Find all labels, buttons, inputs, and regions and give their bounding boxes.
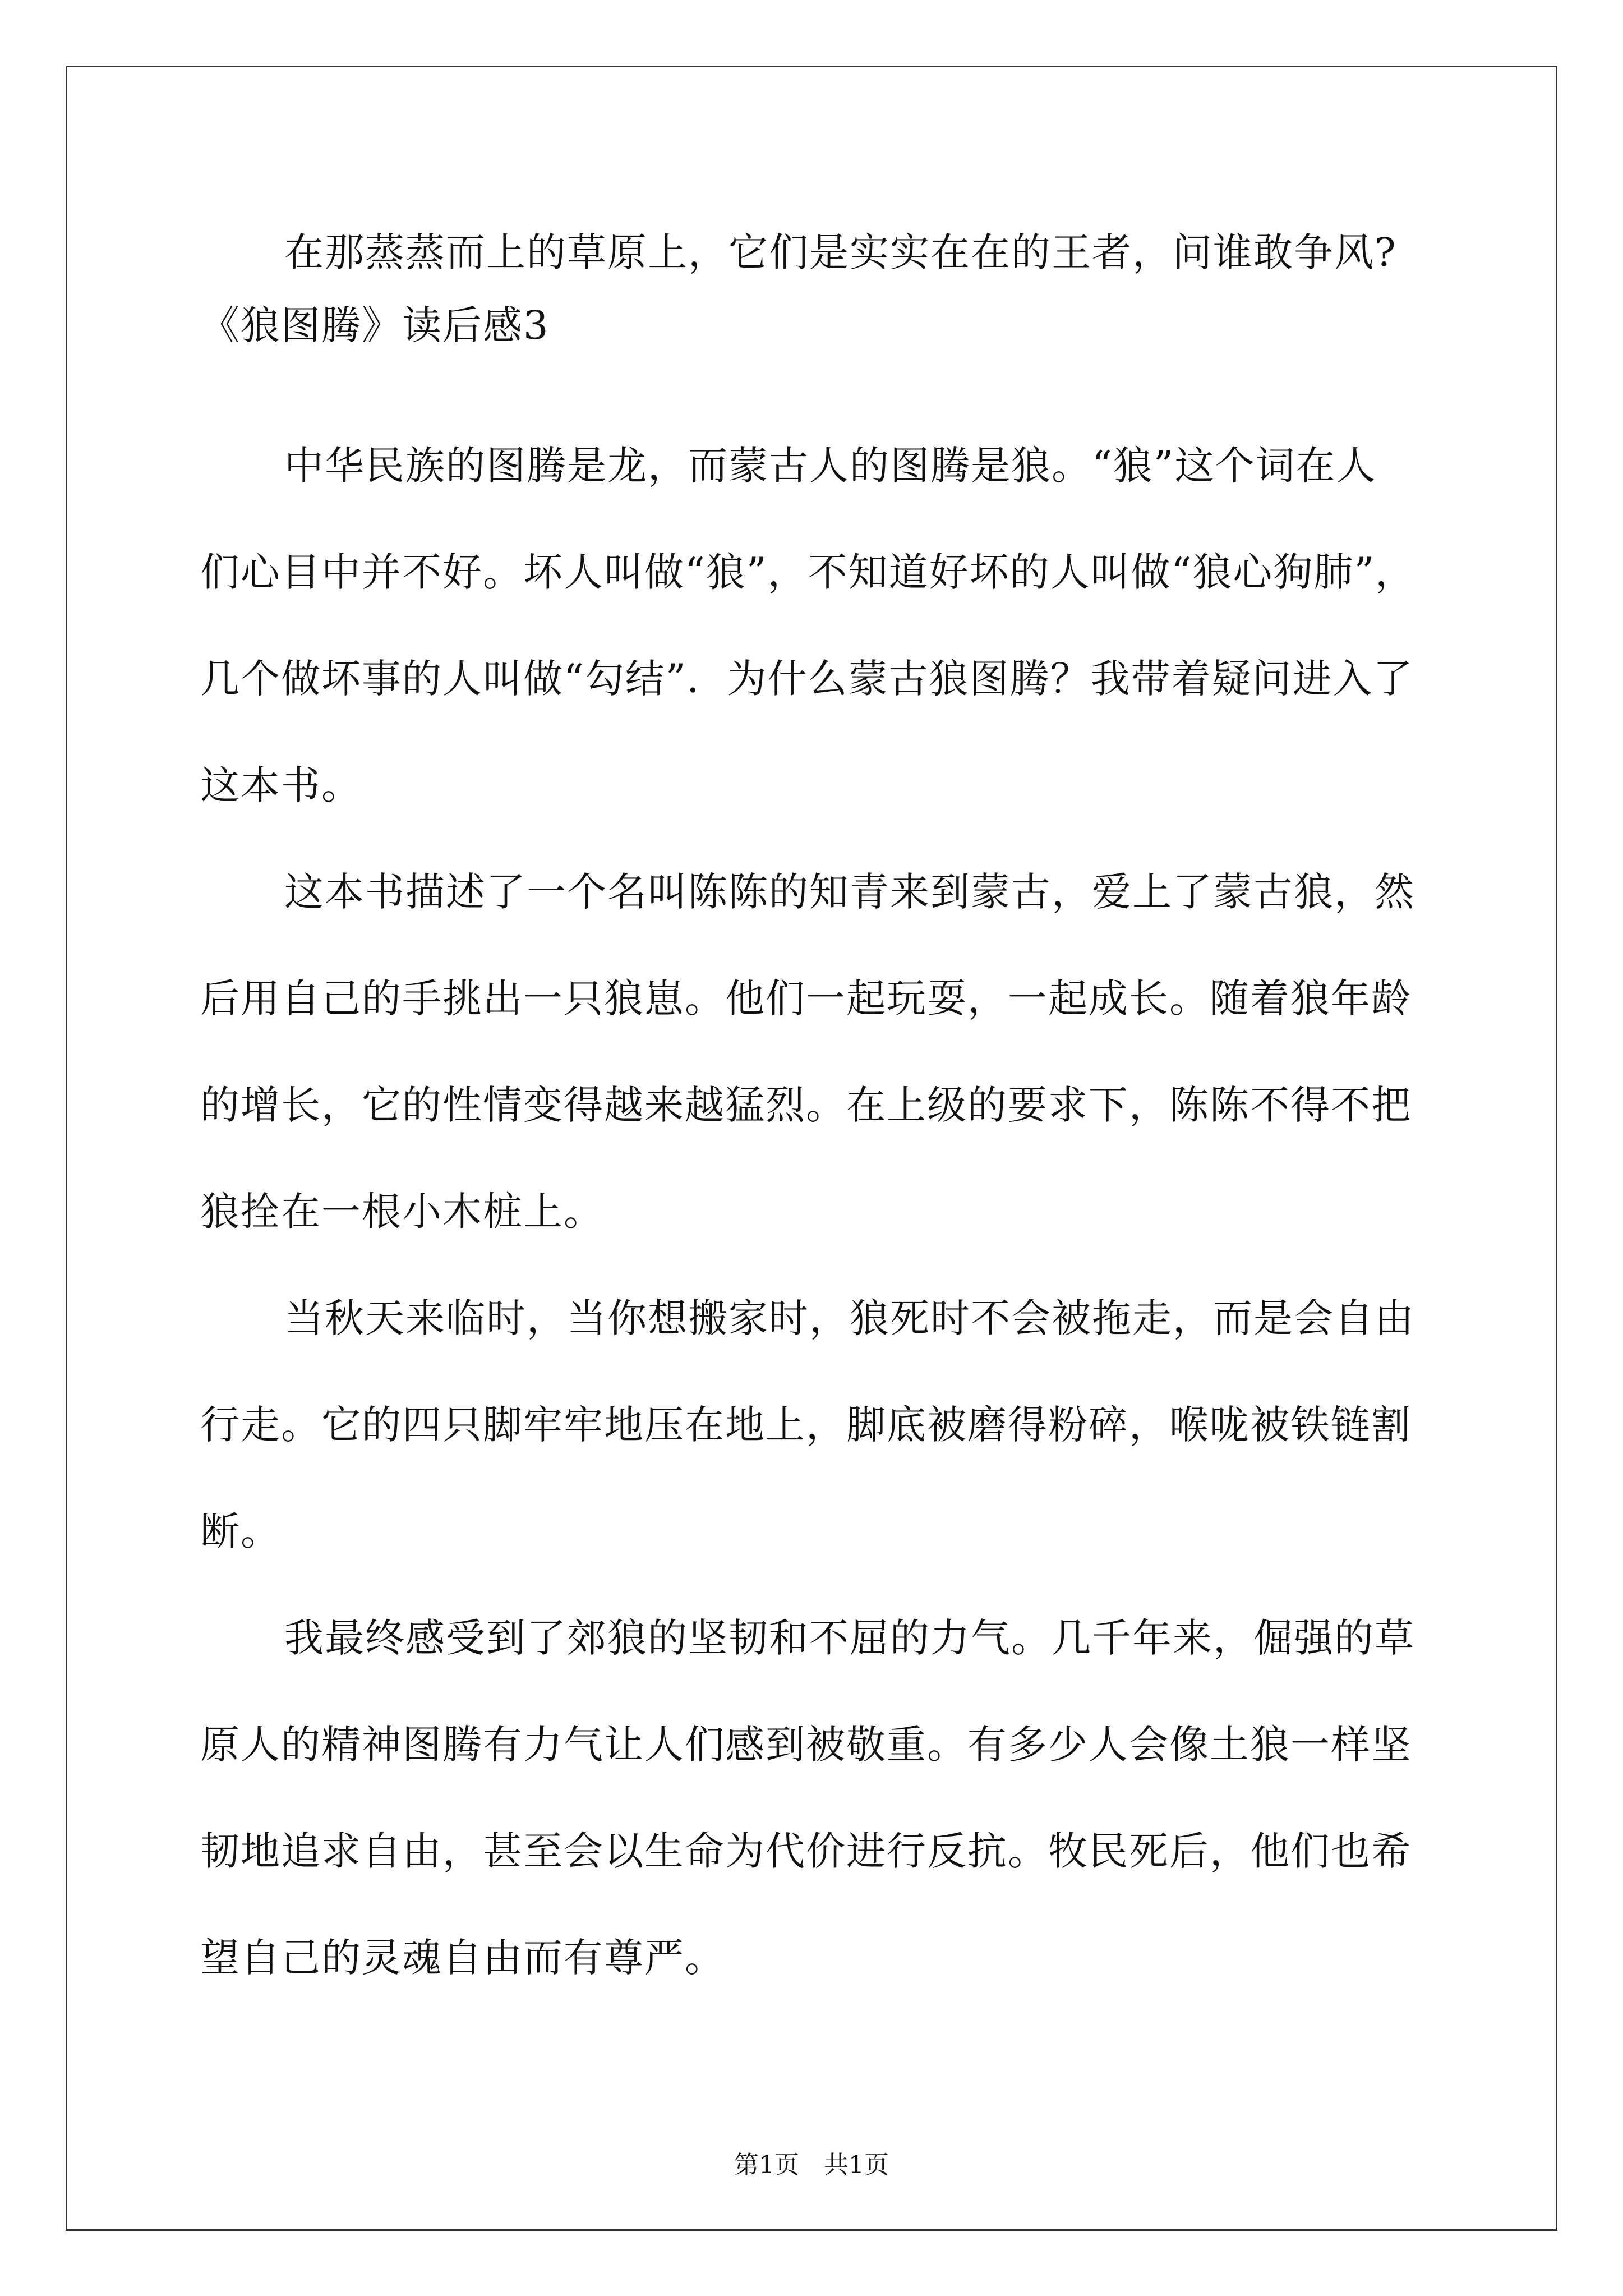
page-footer: 第1页 共1页 bbox=[734, 2151, 889, 2179]
paragraph-line: 行走。它的四只脚牢牢地压在地上，脚底被磨得粉碎，喉咙被铁链割 bbox=[200, 1402, 1412, 1448]
paragraph-line: 望自己的灵魂自由而有尊严。 bbox=[200, 1935, 725, 1981]
paragraph-line: 当秋天来临时，当你想搬家时，狼死时不会被拖走，而是会自由 bbox=[284, 1295, 1415, 1341]
paragraph-line: 后用自己的手挑出一只狼崽。他们一起玩耍，一起成长。随着狼年龄 bbox=[200, 976, 1412, 1022]
paragraph-line: 在那蒸蒸而上的草原上，它们是实实在在的王者，问谁敢争风? bbox=[284, 229, 1397, 275]
paragraph-line: 们心目中并不好。坏人叫做“狼”，不知道好坏的人叫做“狼心狗肺”， bbox=[200, 549, 1416, 595]
paragraph-line: 原人的精神图腾有力气让人们感到被敬重。有多少人会像土狼一样坚 bbox=[200, 1722, 1412, 1768]
paragraph-line: 我最终感受到了郊狼的坚韧和不屈的力气。几千年来，倔强的草 bbox=[284, 1615, 1415, 1661]
paragraph-line: 韧地追求自由，甚至会以生命为代价进行反抗。牧民死后，他们也希 bbox=[200, 1828, 1412, 1874]
paragraph-line: 这本书。 bbox=[200, 762, 362, 808]
paragraph-line: 的增长，它的性情变得越来越猛烈。在上级的要求下，陈陈不得不把 bbox=[200, 1082, 1412, 1128]
paragraph-line: 狼拴在一根小木桩上。 bbox=[200, 1189, 604, 1235]
paragraph-line: 中华民族的图腾是龙，而蒙古人的图腾是狼。“狼”这个词在人 bbox=[284, 443, 1377, 489]
paragraph-line: 几个做坏事的人叫做“勾结”．为什么蒙古狼图腾？我带着疑问进入了 bbox=[200, 656, 1414, 702]
paragraph-line: 断。 bbox=[200, 1508, 281, 1554]
paragraph-line: 这本书描述了一个名叫陈陈的知青来到蒙古，爱上了蒙古狼，然 bbox=[284, 869, 1415, 915]
page-border bbox=[66, 66, 1557, 2231]
section-title: 《狼图腾》读后感3 bbox=[200, 302, 550, 348]
